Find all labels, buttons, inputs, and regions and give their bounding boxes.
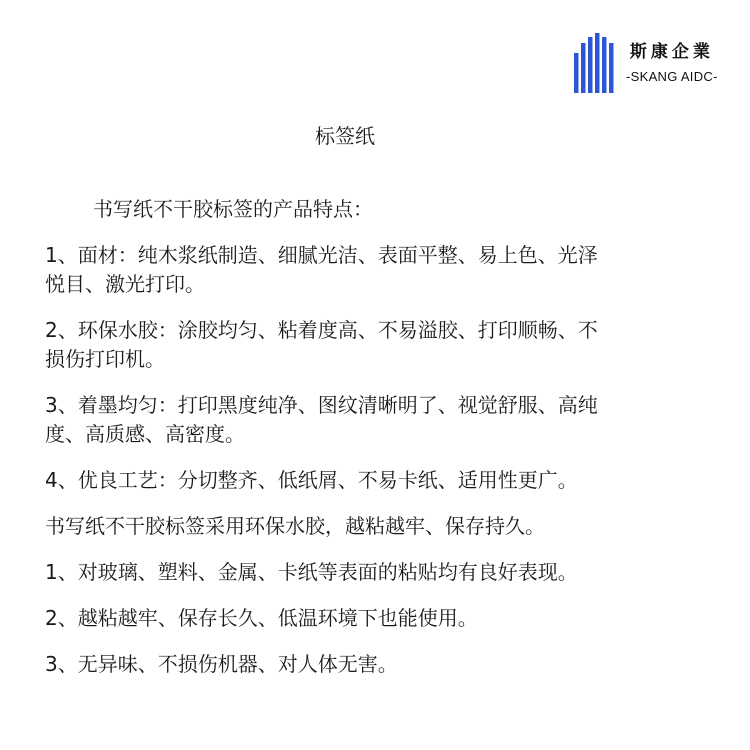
- logo-bar: [595, 33, 600, 93]
- intro-line: 书写纸不干胶标签的产品特点：: [93, 197, 373, 221]
- brand-name-cn: 斯康企業: [629, 42, 714, 62]
- feature-3-line-1: 3、着墨均匀：打印黑度纯净、图纹清晰明了、视觉舒服、高纯: [45, 393, 598, 417]
- logo-bar: [602, 37, 607, 93]
- brand-name-en: -SKANG AIDC-: [626, 69, 718, 84]
- logo-bar: [581, 43, 586, 93]
- brand-logo: [572, 33, 718, 95]
- barcode-logo-icon: [572, 33, 618, 95]
- feature-4: 4、优良工艺：分切整齐、低纸屑、不易卡纸、适用性更广。: [45, 468, 578, 492]
- feature-1-line-2: 悦目、激光打印。: [45, 272, 205, 296]
- logo-bar: [588, 37, 593, 93]
- subheading: 书写纸不干胶标签采用环保水胶，越粘越牢、保存持久。: [45, 514, 545, 538]
- document-body: [45, 195, 725, 679]
- logo-bar: [609, 43, 614, 93]
- logo-bar: [574, 53, 579, 93]
- feature-1-line-1: 1、面材：纯木浆纸制造、细腻光洁、表面平整、易上色、光泽: [45, 243, 598, 267]
- feature-2-line-1: 2、环保水胶：涂胶均匀、粘着度高、不易溢胶、打印顺畅、不: [45, 318, 598, 342]
- advantage-3: 3、无异味、不损伤机器、对人体无害。: [45, 652, 398, 676]
- feature-2-line-2: 损伤打印机。: [45, 347, 165, 371]
- document-title: 标签纸: [315, 124, 375, 148]
- brand-text: [626, 41, 718, 87]
- advantage-1: 1、对玻璃、塑料、金属、卡纸等表面的粘贴均有良好表现。: [45, 560, 578, 584]
- feature-3-line-2: 度、高质感、高密度。: [45, 422, 245, 446]
- advantage-2: 2、越粘越牢、保存长久、低温环境下也能使用。: [45, 606, 478, 630]
